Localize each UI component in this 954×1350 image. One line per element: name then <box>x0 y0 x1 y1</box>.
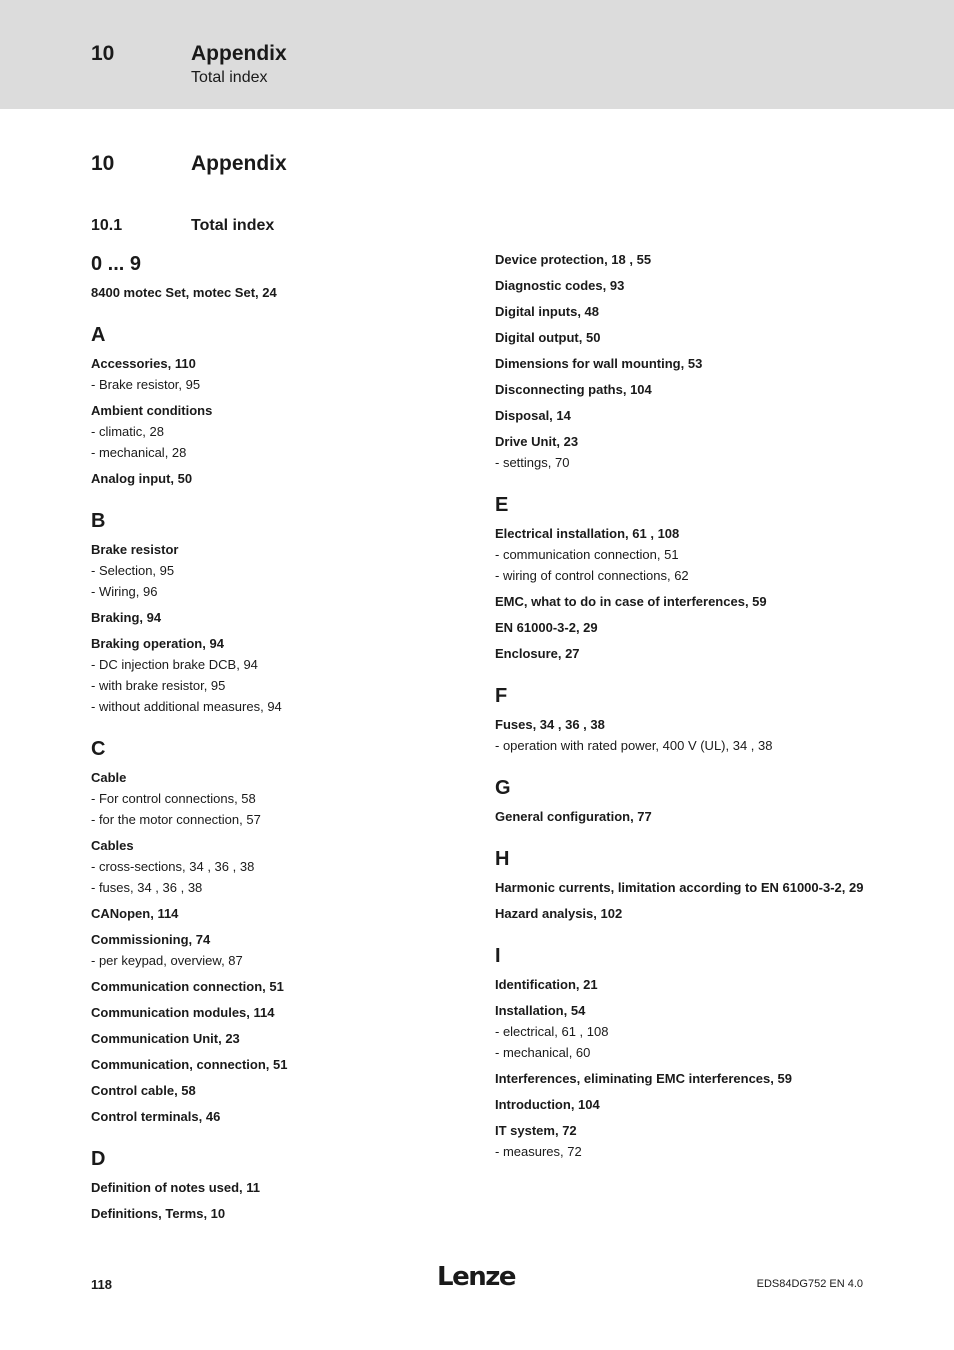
heading1-number: 10 <box>91 152 115 175</box>
index-entry[interactable]: Braking, 94 <box>91 610 162 625</box>
index-subentry[interactable]: - fuses, 34 , 36 , 38 <box>91 880 203 895</box>
index-entry[interactable]: Fuses, 34 , 36 , 38 <box>495 717 605 732</box>
index-column-left <box>91 251 461 1222</box>
index-entry[interactable]: CANopen, 114 <box>91 906 179 921</box>
index-entry[interactable]: Accessories, 110 <box>91 356 196 371</box>
index-letter-heading: B <box>91 510 106 532</box>
index-entry[interactable]: Diagnostic codes, 93 <box>495 278 625 293</box>
heading2-number: 10.1 <box>91 217 123 234</box>
index-entry[interactable]: EMC, what to do in case of interferences, 59 <box>495 594 767 609</box>
index-column-right <box>495 251 865 1160</box>
index-subentry[interactable]: - without additional measures, 94 <box>91 699 282 714</box>
document-id: EDS84DG752 EN 4.0 <box>756 1278 863 1290</box>
index-subentry[interactable]: - per keypad, overview, 87 <box>91 953 243 968</box>
index-entry[interactable]: Disposal, 14 <box>495 408 571 423</box>
index-entry[interactable]: Communication Unit, 23 <box>91 1031 240 1046</box>
index-subentry[interactable]: - Selection, 95 <box>91 563 175 578</box>
index-subentry[interactable]: - wiring of control connections, 62 <box>495 568 689 583</box>
index-subentry[interactable]: - cross-sections, 34 , 36 , 38 <box>91 859 255 874</box>
index-letter-heading: G <box>495 777 511 799</box>
index-entry[interactable]: Drive Unit, 23 <box>495 434 579 449</box>
index-entry[interactable]: Electrical installation, 61 , 108 <box>495 526 680 541</box>
index-entry[interactable]: Digital inputs, 48 <box>495 304 600 319</box>
index-entry[interactable]: Introduction, 104 <box>495 1097 600 1112</box>
index-subentry[interactable]: - communication connection, 51 <box>495 547 679 562</box>
index-entry[interactable]: EN 61000-3-2, 29 <box>495 620 598 635</box>
index-subentry[interactable]: - operation with rated power, 400 V (UL), 34 , 38 <box>495 738 773 753</box>
index-letter-heading: F <box>495 685 508 707</box>
index-subentry[interactable]: - measures, 72 <box>495 1144 582 1159</box>
index-entry[interactable]: Commissioning, 74 <box>91 932 211 947</box>
index-entry[interactable]: Definitions, Terms, 10 <box>91 1206 226 1221</box>
index-entry[interactable]: Cable <box>91 770 127 785</box>
index-letter-heading: I <box>495 945 501 967</box>
index-subentry[interactable]: - climatic, 28 <box>91 424 164 439</box>
lenze-logo: Lenze <box>437 1262 515 1292</box>
index-letter-heading: C <box>91 738 106 760</box>
index-entry[interactable]: Cables <box>91 838 134 853</box>
index-entry[interactable]: Control terminals, 46 <box>91 1109 221 1124</box>
index-subentry[interactable]: - For control connections, 58 <box>91 791 256 806</box>
index-letter-heading: E <box>495 494 509 516</box>
index-entry[interactable]: Enclosure, 27 <box>495 646 580 661</box>
index-letter-heading: A <box>91 324 106 346</box>
index-subentry[interactable]: - for the motor connection, 57 <box>91 812 261 827</box>
index-entry[interactable]: Analog input, 50 <box>91 471 193 486</box>
index-entry[interactable]: Brake resistor <box>91 542 179 557</box>
header-chapter-title: Appendix <box>191 42 287 65</box>
index-subentry[interactable]: - electrical, 61 , 108 <box>495 1024 609 1039</box>
index-entry[interactable]: Braking operation, 94 <box>91 636 224 651</box>
index-entry[interactable]: General configuration, 77 <box>495 809 652 824</box>
index-entry[interactable]: 8400 motec Set, motec Set, 24 <box>91 285 277 300</box>
index-subentry[interactable]: - DC injection brake DCB, 94 <box>91 657 258 672</box>
index-letter-heading: D <box>91 1148 106 1170</box>
index-entry[interactable]: Ambient conditions <box>91 403 213 418</box>
index-entry[interactable]: Device protection, 18 , 55 <box>495 252 652 267</box>
index-entry[interactable]: Harmonic currents, limitation according to EN 61000-3-2, 29 <box>495 880 864 895</box>
index-subentry[interactable]: - with brake resistor, 95 <box>91 678 226 693</box>
index-letter-heading: H <box>495 848 510 870</box>
index-entry[interactable]: Hazard analysis, 102 <box>495 906 623 921</box>
header-subtitle: Total index <box>191 69 268 86</box>
page-number: 118 <box>91 1277 112 1292</box>
header-chapter-number: 10 <box>91 42 115 65</box>
index-entry[interactable]: Communication, connection, 51 <box>91 1057 288 1072</box>
header-band <box>0 0 954 109</box>
index-entry[interactable]: Installation, 54 <box>495 1003 586 1018</box>
index-subentry[interactable]: - settings, 70 <box>495 455 570 470</box>
index-entry[interactable]: Interferences, eliminating EMC interferences, 59 <box>495 1071 792 1086</box>
index-subentry[interactable]: - Brake resistor, 95 <box>91 377 201 392</box>
index-entry[interactable]: Definition of notes used, 11 <box>91 1180 261 1195</box>
index-subentry[interactable]: - mechanical, 28 <box>91 445 187 460</box>
heading1-title: Appendix <box>191 152 287 175</box>
index-subentry[interactable]: - Wiring, 96 <box>91 584 158 599</box>
index-entry[interactable]: Communication modules, 114 <box>91 1005 275 1020</box>
index-letter-heading: 0 ... 9 <box>91 253 142 275</box>
index-entry[interactable]: Communication connection, 51 <box>91 979 284 994</box>
heading2-title: Total index <box>191 217 275 234</box>
index-entry[interactable]: Dimensions for wall mounting, 53 <box>495 356 703 371</box>
index-entry[interactable]: Digital output, 50 <box>495 330 601 345</box>
index-subentry[interactable]: - mechanical, 60 <box>495 1045 591 1060</box>
index-entry[interactable]: Control cable, 58 <box>91 1083 196 1098</box>
index-entry[interactable]: Disconnecting paths, 104 <box>495 382 652 397</box>
index-entry[interactable]: Identification, 21 <box>495 977 598 992</box>
index-entry[interactable]: IT system, 72 <box>495 1123 577 1138</box>
